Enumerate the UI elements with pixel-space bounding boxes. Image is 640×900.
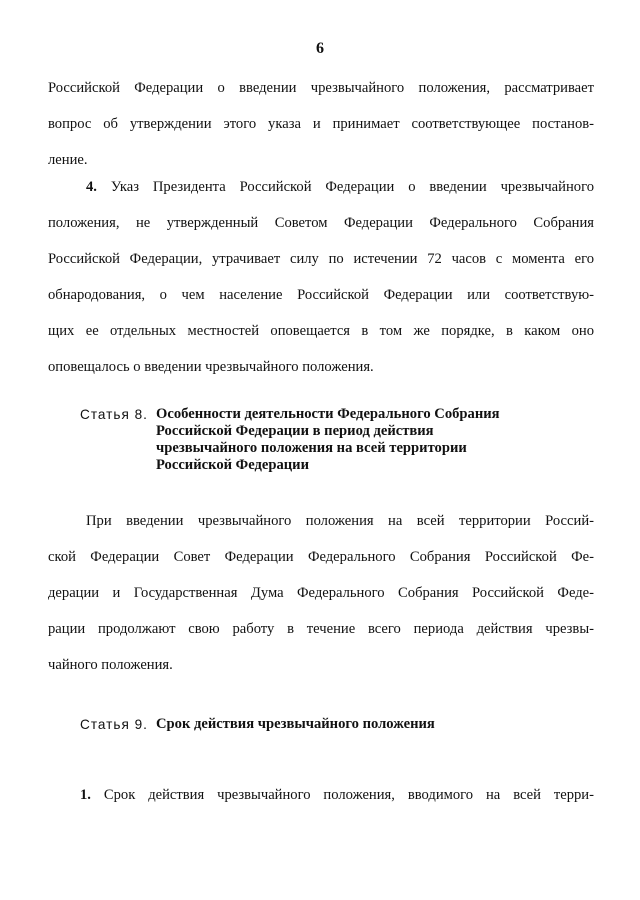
paragraph-line: дерации и Государственная Дума Федерального Собрания Российской Феде-	[48, 585, 594, 601]
article-title-line: Срок действия чрезвычайного положения	[156, 716, 435, 732]
paragraph-line: При введении чрезвычайного положения на всей территории Россий-	[86, 513, 594, 529]
paragraph-line: ление.	[48, 152, 88, 168]
paragraph-line: чайного положения.	[48, 657, 173, 673]
article-title-line: чрезвычайного положения на всей территории	[156, 440, 467, 456]
paragraph-line-text: Указ Президента Российской Федерации о введении чрезвычайного	[110, 179, 594, 195]
article-title-line: Российской Федерации	[156, 457, 309, 473]
article-9-heading	[80, 716, 560, 736]
item-number: 1.	[80, 787, 91, 803]
paragraph-item-4	[48, 178, 594, 378]
paragraph-line: вопрос об утверждении этого указа и принимает соответствующее постанов-	[48, 116, 594, 132]
paragraph-line: обнародования, о чем население Российской Федерации или соответствую-	[48, 287, 594, 303]
paragraph-line: Российской Федерации о введении чрезвычайного положения, рассматривает	[48, 80, 594, 96]
article-label: Статья 8.	[80, 407, 148, 422]
paragraph-continuation	[48, 79, 594, 179]
article-title-line: Особенности деятельности Федерального Собрания	[156, 406, 500, 422]
paragraph-article-8-body	[48, 512, 594, 672]
paragraph-first-line	[80, 786, 594, 804]
paragraph-line: ской Федерации Совет Федерации Федерального Собрания Российской Фе-	[48, 549, 594, 565]
article-8-heading	[80, 406, 560, 482]
paragraph-line: положения, не утвержденный Советом Федерации Федерального Собрания	[48, 215, 594, 231]
paragraph-line-text: Срок действия чрезвычайного положения, вводимого на всей терри-	[103, 787, 594, 803]
page-number: 6	[316, 40, 324, 57]
article-title-line: Российской Федерации в период действия	[156, 423, 434, 439]
paragraph-line: оповещалось о введении чрезвычайного положения.	[48, 359, 374, 375]
paragraph-first-line	[86, 178, 594, 196]
paragraph-line: Российской Федерации, утрачивает силу по истечении 72 часов с момента его	[48, 251, 594, 267]
paragraph-item-1	[48, 786, 594, 810]
item-number: 4.	[86, 179, 97, 195]
article-label: Статья 9.	[80, 717, 148, 732]
paragraph-line: щих ее отдельных местностей оповещается в том же порядке, в каком оно	[48, 323, 594, 339]
paragraph-line: рации продолжают свою работу в течение всего периода действия чрезвы-	[48, 621, 594, 637]
